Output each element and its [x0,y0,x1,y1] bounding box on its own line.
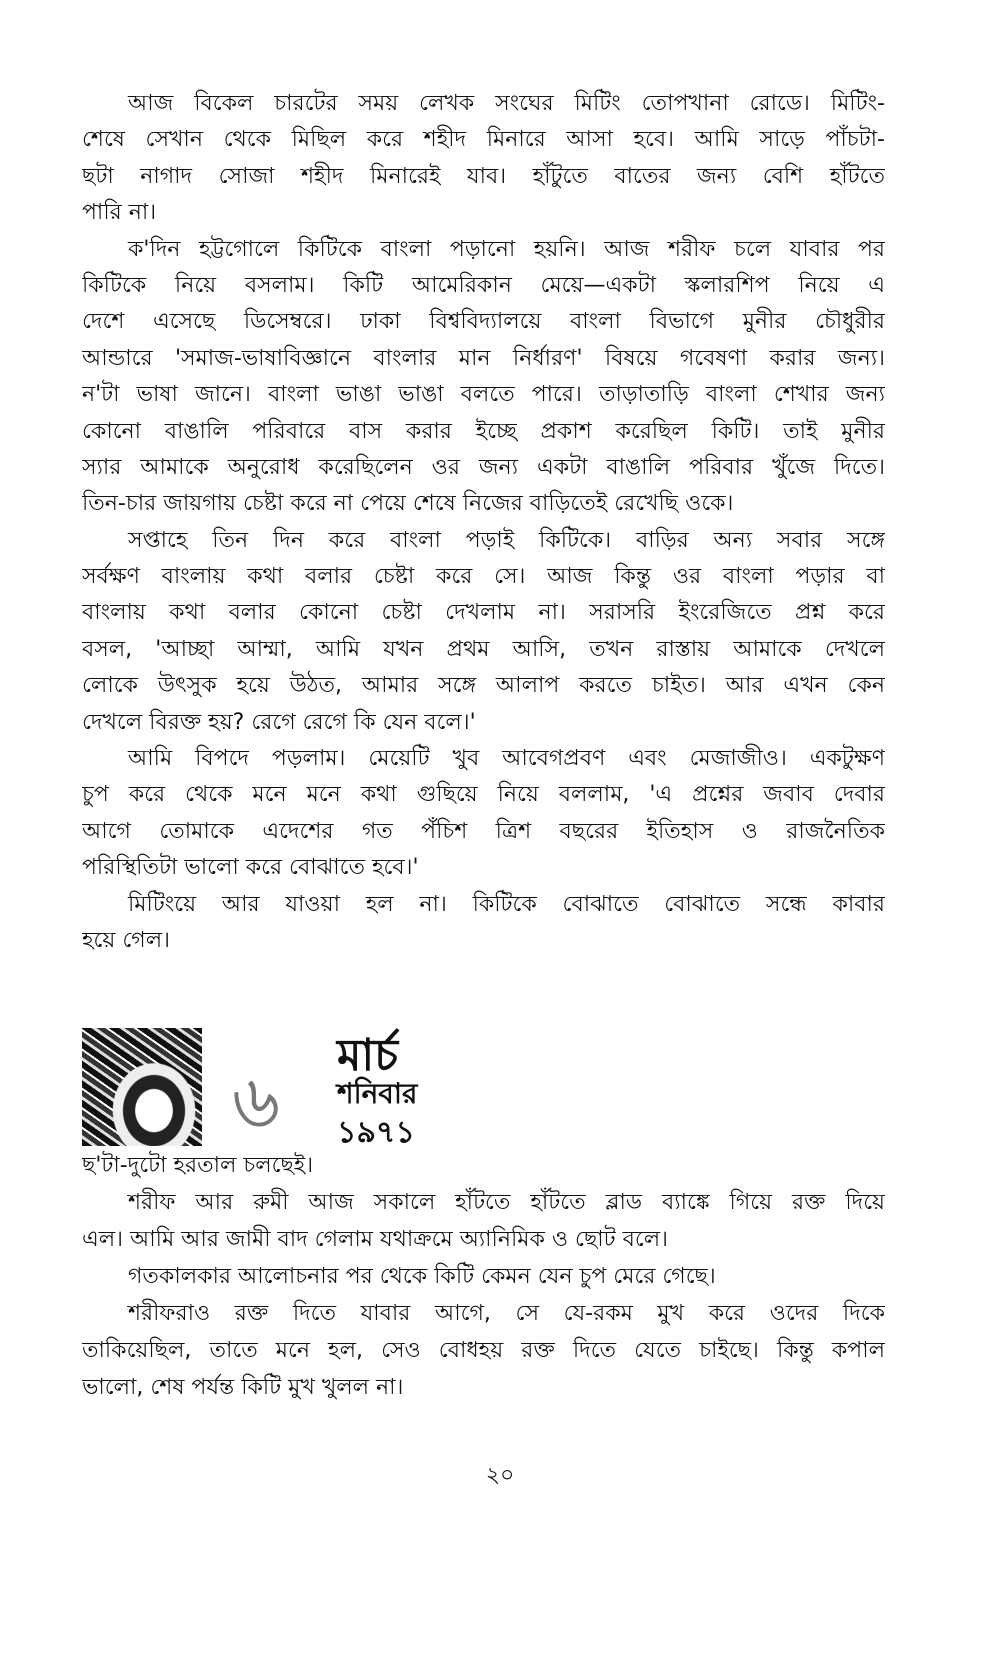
text-line: পরিস্থিতিটা ভালো করে বোঝাতে হবে।' [82,855,419,881]
text-line: আগে তোমাকে এদেশের গত পঁচিশ ত্রিশ বছরের ইতিহাস ও রাজনৈতিক [82,818,885,844]
text-line: ভালো, শেষ পর্যন্ত কিটি মুখ খুলল না। [82,1375,404,1400]
text-line: দেখলে বিরক্ত হয়? রেগে রেগে কি যেন বলে।' [82,709,476,735]
text-line: সর্বক্ষণ বাংলায় কথা বলার চেষ্টা করে সে। আজ কিন্তু ওর বাংলা পড়ার বা [82,564,885,590]
text-line: লোকে উৎসুক হয়ে উঠত, আমার সঙ্গে আলাপ করতে চাইত। আর এখন কেন [82,673,885,699]
text-line: স্যার আমাকে অনুরোধ করেছিলেন ওর জন্য একটা বাঙালি পরিবার খুঁজে দিতে। [82,454,885,480]
entry-year: ১৯৭১ [337,1115,415,1150]
text-line: ছটা নাগাদ সোজা শহীদ মিনারেই যাব। হাঁটুতে বাতের জন্য বেশি হাঁটতে [82,163,885,189]
diary-text-section-1 [82,86,885,959]
text-line: হয়ে গেল। [82,927,170,953]
text-line: ছ'টা-দুটো হরতাল চলছেই। [82,1153,314,1178]
text-line: তাকিয়েছিল, তাতে মনে হল, সেও বোধহয় রক্ত দিতে যেতে চাইছে। কিন্তু কপাল [82,1338,885,1363]
text-line: সপ্তাহে তিন দিন করে বাংলা পড়াই কিটিকে। বাড়ির অন্য সবার সঙ্গে [128,527,885,553]
text-line: ন'টা ভাষা জানে। বাংলা ভাঙা ভাঙা বলতে পারে। তাড়াতাড়ি বাংলা শেখার জন্য [82,382,885,408]
entry-weekday: শনিবার [337,1077,418,1110]
text-line: ক'দিন হট্টগোলে কিটিকে বাংলা পড়ানো হয়নি। আজ শরীফ চলে যাবার পর [128,236,885,262]
text-line: তিন-চার জায়গায় চেষ্টা করে না পেয়ে শেষে নিজের বাড়িতেই রেখেছি ওকে। [82,491,734,517]
text-line: পারি না। [82,200,157,226]
text-line: বাংলায় কথা বলার কোনো চেষ্টা দেখলাম না। সরাসরি ইংরেজিতে প্রশ্ন করে [82,600,885,626]
text-line: শরীফ আর রুমী আজ সকালে হাঁটতে হাঁটতে ব্লাড ব্যাঙ্কে গিয়ে রক্ত দিয়ে [128,1190,885,1215]
text-line: বসল, 'আচ্ছা আম্মা, আমি যখন প্রথম আসি, তখন রাস্তায় আমাকে দেখলে [82,636,885,662]
text-line: আমি বিপদে পড়লাম। মেয়েটি খুব আবেগপ্রবণ এবং মেজাজীও। একটুক্ষণ [128,746,885,772]
diary-entry-heading [82,1028,582,1148]
diary-text-section-2 [82,1147,885,1406]
text-line: আজ বিকেল চারটের সময় লেখক সংঘের মিটিং তোপখানা রোডে। মিটিং- [128,91,885,116]
text-line: চুপ করে থেকে মনে মনে কথা গুছিয়ে নিয়ে বললাম, 'এ প্রশ্নের জবাব দেবার [82,782,885,808]
text-line: কোনো বাঙালি পরিবারে বাস করার ইচ্ছে প্রকাশ করেছিল কিটি। তাই মুনীর [82,418,885,444]
text-line: শরীফরাও রক্ত দিতে যাবার আগে, সে যে-রকম মুখ করে ওদের দিকে [128,1301,885,1326]
text-line: মিটিংয়ে আর যাওয়া হল না। কিটিকে বোঝাতে বোঝাতে সন্ধে কাবার [128,891,885,917]
page-number: ২০ [485,1463,515,1488]
text-line: গতকালকার আলোচনার পর থেকে কিটি কেমন যেন চুপ মেরে গেছে। [128,1264,716,1289]
decorative-photo [82,1028,202,1146]
entry-month: মার্চ [337,1030,398,1081]
entry-day-number: ৬ [232,1059,281,1145]
text-line: শেষে সেখান থেকে মিছিল করে শহীদ মিনারে আসা হবে। আমি সাড়ে পাঁচটা- [82,127,885,153]
text-line: এল। আমি আর জামী বাদ গেলাম যথাক্রমে অ্যানিমিক ও ছোট বলে। [82,1227,669,1252]
text-line: দেশে এসেছে ডিসেম্বরে। ঢাকা বিশ্ববিদ্যালয়ে বাংলা বিভাগে মুনীর চৌধুরীর [82,309,885,335]
text-line: আন্ডারে 'সমাজ-ভাষাবিজ্ঞানে বাংলার মান নির্ধারণ' বিষয়ে গবেষণা করার জন্য। [82,345,885,371]
text-line: কিটিকে নিয়ে বসলাম। কিটি আমেরিকান মেয়ে—একটা স্কলারশিপ নিয়ে এ [82,272,885,298]
